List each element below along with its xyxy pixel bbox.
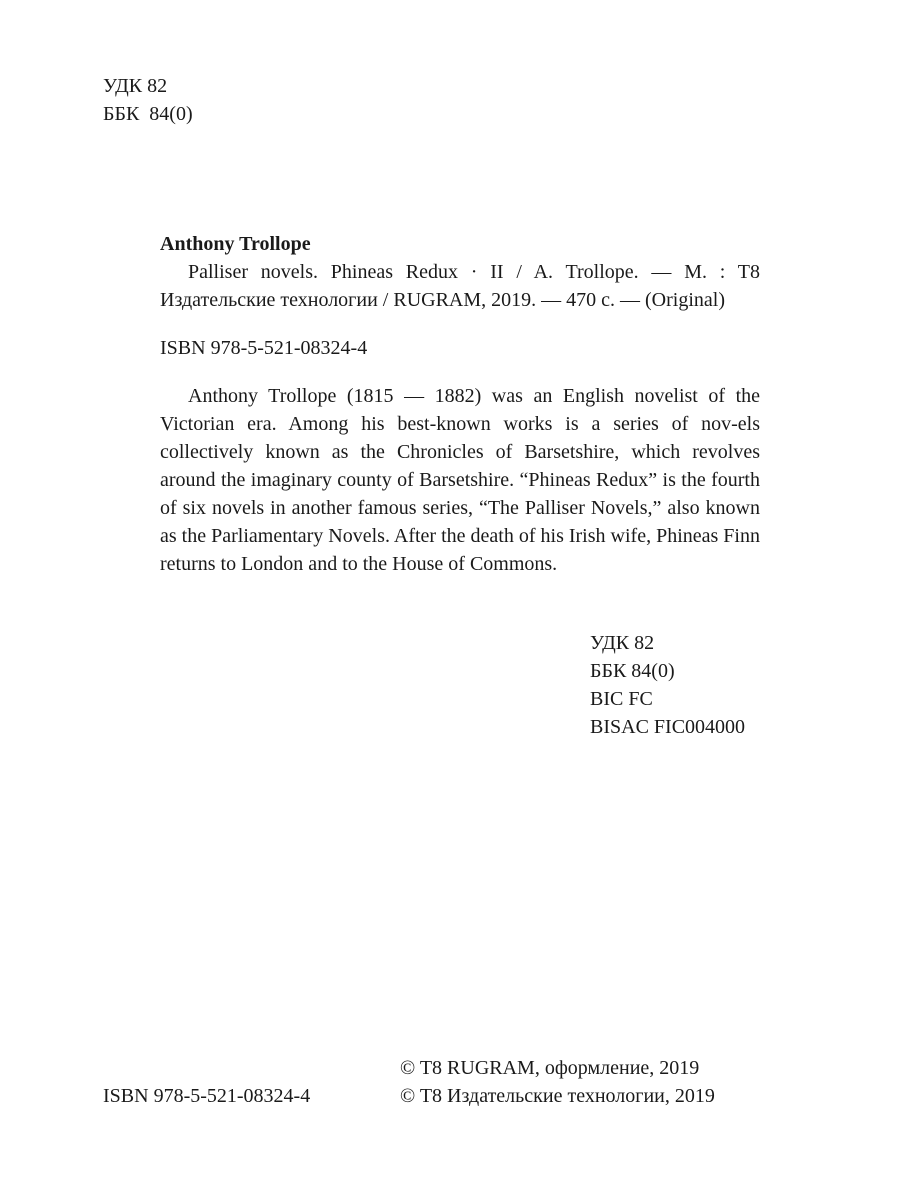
bbk-code: ББК 84(0) (590, 660, 675, 682)
top-bbk-code: ББК 84(0) (103, 103, 193, 125)
bic-code: BIC FC (590, 688, 653, 710)
udk-code: УДК 82 (590, 632, 655, 654)
bibliographic-citation: Palliser novels. Phineas Redux · II / A. Trollope. — M. : T8 Издательские технологии / RUGRAM, 2019. — 470 с. — (Original) (160, 261, 760, 311)
bisac-code: BISAC FIC004000 (590, 716, 746, 738)
top-udk-code: УДК 82 (103, 75, 168, 97)
copyright-notices (400, 1054, 715, 1110)
top-classification-codes (103, 72, 193, 128)
author-name: Anthony Trollope (160, 233, 311, 255)
copyright-publisher: © T8 Издательские технологии, 2019 (400, 1085, 715, 1107)
record-isbn: ISBN 978-5-521-08324-4 (160, 337, 368, 359)
copyright-design: © T8 RUGRAM, оформление, 2019 (400, 1057, 700, 1079)
book-annotation: Anthony Trollope (1815 — 1882) was an English novelist of the Victorian era. Among his best-known works is a series of nov-els collectively known as the Chronicles of Barsetshire, which revolves around the imaginary county of Barsetshire. “Phineas Redux” is the fourth of six novels in another famous series, “The Palliser Novels,” also known as the Parliamentary Novels. After the death of his Irish wife, Phineas Finn returns to London and to the House of Commons. (160, 385, 760, 575)
footer-isbn: ISBN 978-5-521-08324-4 (103, 1085, 311, 1107)
bibliographic-record (160, 230, 760, 578)
classification-codes (590, 629, 745, 741)
